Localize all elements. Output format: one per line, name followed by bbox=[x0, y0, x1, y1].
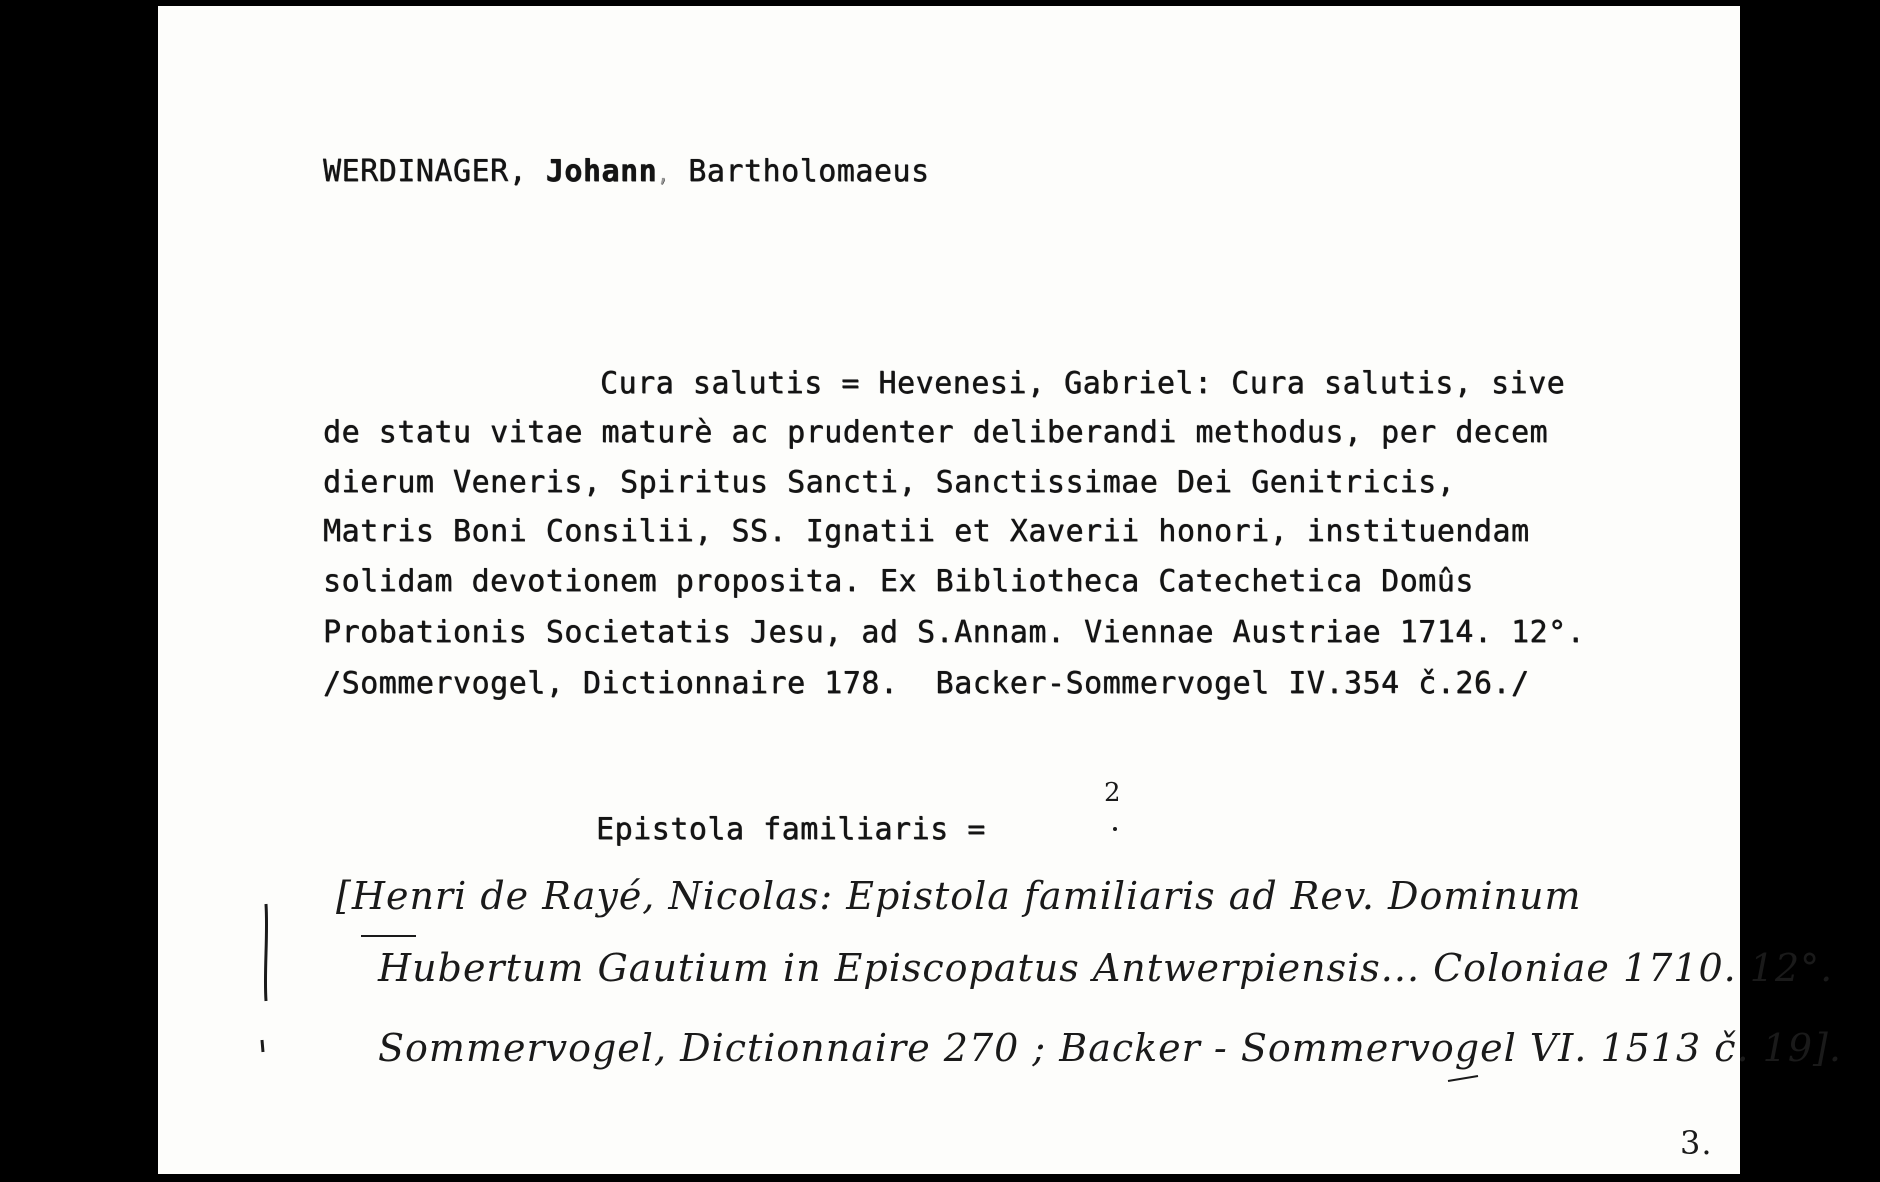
catalog-card bbox=[158, 6, 1842, 1174]
volume-underline bbox=[1448, 1076, 1478, 1081]
heading-separator: , bbox=[657, 162, 670, 186]
entry1-line-3: dierum Veneris, Spiritus Sancti, Sanctissimae Dei Genitricis, bbox=[323, 465, 1456, 500]
page-number: 3. bbox=[1680, 1124, 1713, 1162]
entry1-line-5: solidam devotionem proposita. Ex Bibliotheca Catechetica Domûs bbox=[323, 564, 1474, 599]
superscript-dot bbox=[1113, 827, 1117, 831]
handwritten-line-2: Hubertum Gautium in Episcopatus Antwerpiensis... Coloniae 1710. 12°. bbox=[378, 946, 1834, 990]
entry1-line-7: /Sommervogel, Dictionnaire 178. Backer-Sommervogel IV.354 č.26./ bbox=[323, 666, 1530, 701]
entry1-line-4: Matris Boni Consilii, SS. Ignatii et Xaverii honori, instituendam bbox=[323, 514, 1530, 549]
margin-stroke bbox=[265, 904, 266, 1001]
heading-middle-name: Bartholomaeus bbox=[688, 154, 930, 189]
entry1-line-1: Cura salutis = Hevenesi, Gabriel: Cura salutis, sive bbox=[600, 366, 1566, 401]
margin-dot bbox=[262, 1040, 263, 1052]
card-heading bbox=[323, 154, 930, 189]
handwritten-line-1: [Henri de Rayé, Nicolas: Epistola familiaris ad Rev. Dominum bbox=[336, 874, 1582, 918]
entry2-title: Epistola familiaris = bbox=[596, 812, 986, 847]
heading-first-name: Johann bbox=[545, 154, 658, 189]
handwritten-line-3: Sommervogel, Dictionnaire 270 ; Backer - Sommervogel VI. 1513 č. 19]. bbox=[378, 1026, 1842, 1070]
entry2-superscript: 2 bbox=[1104, 778, 1122, 808]
heading-surname: WERDINAGER, bbox=[323, 154, 528, 189]
entry1-line-2: de statu vitae maturè ac prudenter deliberandi methodus, per decem bbox=[323, 415, 1549, 450]
entry1-line-6: Probationis Societatis Jesu, ad S.Annam. Viennae Austriae 1714. 12°. bbox=[323, 615, 1586, 650]
